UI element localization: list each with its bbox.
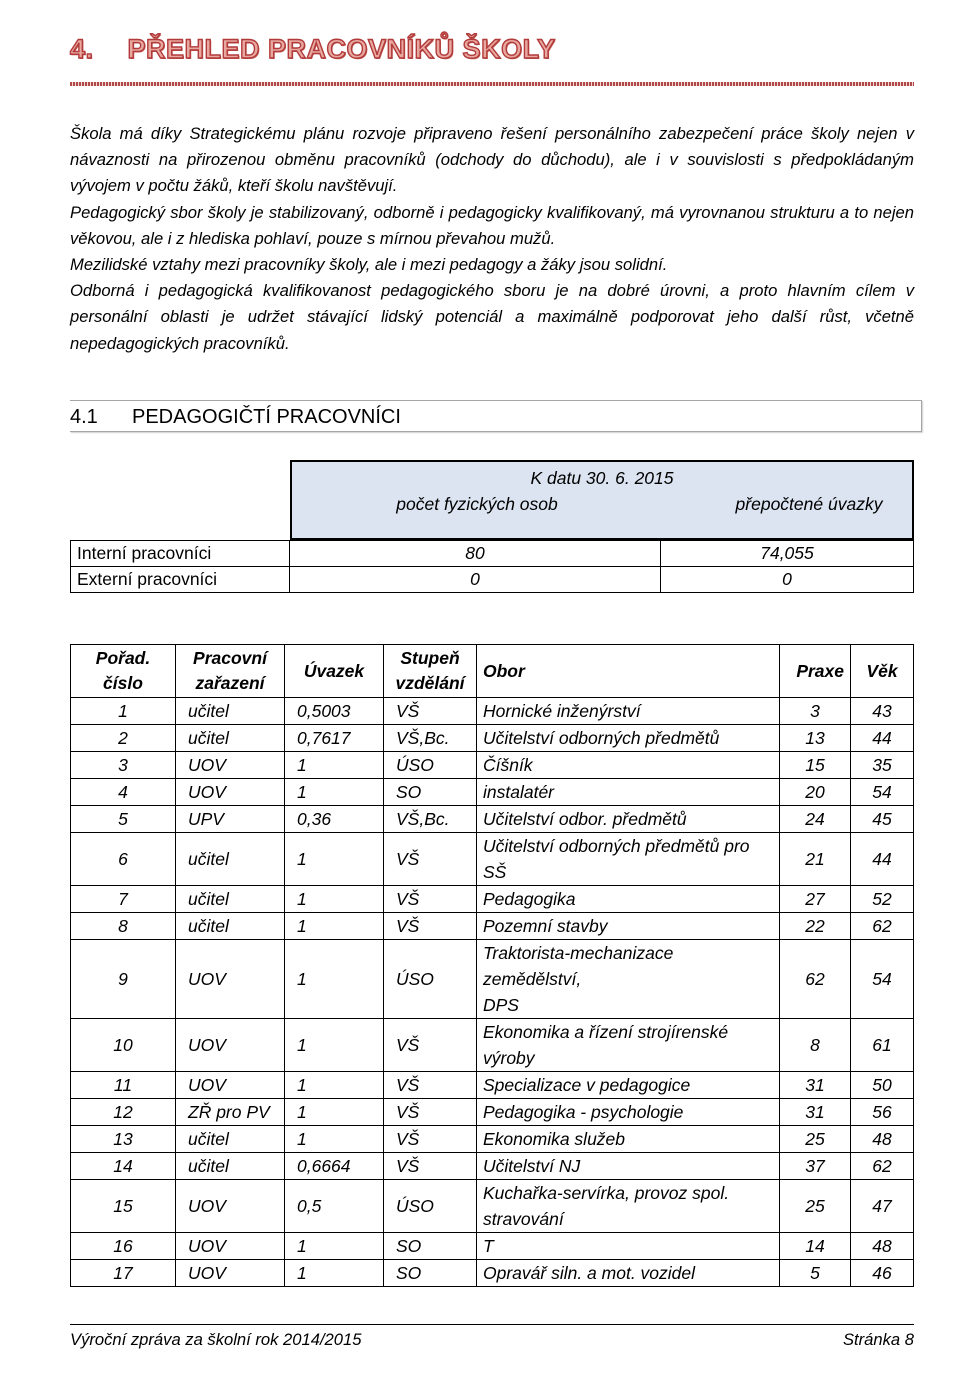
intro-text [70,121,914,357]
cell-field-line1: Hornické inženýrství [483,701,641,721]
cell-order: 4 [71,779,176,806]
cell-load: 1 [285,833,384,886]
col-order [71,645,176,698]
summary-row-label: Externí pracovníci [71,567,290,593]
footer-page-number: Stránka 8 [842,1330,914,1349]
cell-age: 54 [851,779,914,806]
cell-order: 10 [71,1019,176,1072]
table-row [71,1153,914,1180]
cell-load: 1 [285,1233,384,1260]
cell-position: UOV [176,1180,285,1233]
cell-order: 17 [71,1260,176,1287]
table-row [71,1180,914,1233]
cell-age: 46 [851,1260,914,1287]
cell-field-line1: Učitelství NJ [483,1156,581,1176]
cell-practice: 5 [780,1260,851,1287]
cell-order: 12 [71,1099,176,1126]
table-row [71,1233,914,1260]
cell-load: 1 [285,1099,384,1126]
cell-order: 2 [71,725,176,752]
col-position-line1: Pracovní [193,648,267,668]
cell-field-line1: Pozemní stavby [483,916,608,936]
cell-field [477,1072,780,1099]
table-row [71,886,914,913]
col-position [176,645,285,698]
cell-education: ÚSO [384,1180,477,1233]
table-row [71,1072,914,1099]
cell-order: 13 [71,1126,176,1153]
summary-row-persons: 0 [290,567,661,593]
cell-age: 48 [851,1233,914,1260]
cell-field [477,752,780,779]
cell-age: 62 [851,913,914,940]
cell-load: 1 [285,752,384,779]
cell-education: VŠ [384,913,477,940]
col-position-line2: zařazení [195,673,265,693]
cell-field [477,725,780,752]
table-row [71,541,914,567]
table-row [71,833,914,886]
cell-age: 47 [851,1180,914,1233]
cell-position: UOV [176,752,285,779]
table-row [71,1126,914,1153]
cell-field-line2: DPS [483,995,519,1015]
cell-practice: 13 [780,725,851,752]
cell-field [477,940,780,1019]
table-row [71,779,914,806]
cell-position: UOV [176,1260,285,1287]
cell-load: 0,7617 [285,725,384,752]
cell-practice: 14 [780,1233,851,1260]
cell-field [477,833,780,886]
cell-load: 1 [285,886,384,913]
cell-age: 44 [851,833,914,886]
cell-education: VŠ [384,833,477,886]
cell-education: SO [384,1233,477,1260]
cell-age: 44 [851,725,914,752]
cell-order: 15 [71,1180,176,1233]
cell-load: 1 [285,779,384,806]
summary-row-persons: 80 [290,541,661,567]
cell-practice: 27 [780,886,851,913]
cell-position: učitel [176,913,285,940]
table-row [71,913,914,940]
summary-col-persons: počet fyzických osob [396,494,558,514]
cell-field-line1: Pedagogika - psychologie [483,1102,684,1122]
cell-field-line1: Kuchařka-servírka, provoz spol. [483,1183,730,1203]
cell-practice: 25 [780,1126,851,1153]
cell-position: UOV [176,779,285,806]
cell-order: 3 [71,752,176,779]
cell-order: 5 [71,806,176,833]
cell-order: 6 [71,833,176,886]
cell-education: VŠ [384,1153,477,1180]
table-row [71,752,914,779]
cell-field-line1: Učitelství odborných předmětů pro [483,836,750,856]
intro-paragraph: Mezilidské vztahy mezi pracovníky školy, ale i mezi pedagogy a žáky jsou solidní. [70,255,668,275]
cell-field [477,1153,780,1180]
cell-field [477,913,780,940]
heading-number: 4. [70,34,94,64]
cell-position: učitel [176,886,285,913]
cell-position: UOV [176,1233,285,1260]
col-education [384,645,477,698]
summary-row-label: Interní pracovníci [71,541,290,567]
cell-field-line1: Traktorista-mechanizace zemědělství, [483,943,674,989]
staff-table [70,644,914,1287]
subsection-number: 4.1 [70,406,98,428]
cell-position: učitel [176,725,285,752]
cell-field [477,698,780,725]
cell-age: 62 [851,1153,914,1180]
cell-education: ÚSO [384,752,477,779]
cell-field [477,1019,780,1072]
cell-practice: 31 [780,1072,851,1099]
cell-practice: 21 [780,833,851,886]
cell-field-line1: Pedagogika [483,889,576,909]
col-age: Věk [851,645,914,698]
cell-field-line1: Ekonomika a řízení strojírenské [483,1022,729,1042]
intro-paragraph: Škola má díky Strategickému plánu rozvoje připraveno řešení personálního zabezpečení práce školy nejen v návaznosti na přirozenou obměnu pracovníků (odchody do důchodu), ale i v souvislosti s předpokládaným vývojem v počtu žáků, kteří školu navštěvují. [70,124,914,196]
cell-age: 56 [851,1099,914,1126]
cell-load: 0,5 [285,1180,384,1233]
cell-position: UPV [176,806,285,833]
cell-education: VŠ [384,698,477,725]
col-order-line1: Pořad. [95,648,151,668]
summary-row-fte: 74,055 [661,541,914,567]
cell-age: 35 [851,752,914,779]
cell-order: 7 [71,886,176,913]
cell-field-line1: Učitelství odborných předmětů [483,728,720,748]
cell-position: učitel [176,698,285,725]
cell-order: 14 [71,1153,176,1180]
cell-field [477,1099,780,1126]
table-row [71,1099,914,1126]
table-row [71,1019,914,1072]
cell-load: 1 [285,940,384,1019]
cell-age: 61 [851,1019,914,1072]
cell-education: VŠ,Bc. [384,806,477,833]
summary-header [290,460,914,540]
cell-field-line1: Specializace v pedagogice [483,1075,691,1095]
cell-field [477,1260,780,1287]
cell-education: ÚSO [384,940,477,1019]
cell-field [477,1126,780,1153]
cell-position: učitel [176,1126,285,1153]
col-field: Obor [477,645,780,698]
cell-position: učitel [176,1153,285,1180]
cell-order: 11 [71,1072,176,1099]
cell-field [477,1233,780,1260]
cell-practice: 25 [780,1180,851,1233]
summary-date: K datu 30. 6. 2015 [530,468,674,488]
cell-order: 16 [71,1233,176,1260]
cell-field [477,806,780,833]
table-row [71,698,914,725]
subsection-title: PEDAGOGIČTÍ PRACOVNÍCI [132,406,401,428]
cell-order: 9 [71,940,176,1019]
cell-field-line1: T [483,1236,494,1256]
cell-practice: 22 [780,913,851,940]
page-footer [70,1324,914,1350]
cell-practice: 62 [780,940,851,1019]
cell-load: 1 [285,913,384,940]
table-row [71,567,914,593]
cell-practice: 3 [780,698,851,725]
cell-education: VŠ [384,886,477,913]
cell-position: UOV [176,1072,285,1099]
cell-practice: 20 [780,779,851,806]
cell-age: 45 [851,806,914,833]
heading-rule [70,82,914,86]
intro-paragraph: Pedagogický sbor školy je stabilizovaný, odborně i pedagogicky kvalifikovaný, má vyrovnanou strukturu a to nejen věkovou, ale i z hlediska pohlaví, pouze s mírnou převahou mužů. [70,202,914,248]
cell-education: VŠ,Bc. [384,725,477,752]
cell-field [477,1180,780,1233]
cell-load: 1 [285,1072,384,1099]
col-education-line1: Stupeň [400,648,460,668]
cell-age: 50 [851,1072,914,1099]
intro-paragraph: Odborná i pedagogická kvalifikovanost pedagogického sboru je na dobré úrovni, a proto hlavním cílem v personální oblasti je udržet stávající lidský potenciál a maximálně podporovat jeho další růst, včetně nepedagogických pracovníků. [70,281,914,353]
cell-practice: 37 [780,1153,851,1180]
subsection-heading [70,400,922,432]
cell-field-line1: instalatér [483,782,555,802]
cell-position: UOV [176,940,285,1019]
cell-field-line1: Číšník [483,755,533,775]
cell-practice: 15 [780,752,851,779]
cell-field [477,779,780,806]
cell-field-line1: Učitelství odbor. předmětů [483,809,687,829]
cell-education: SO [384,1260,477,1287]
cell-position: UOV [176,1019,285,1072]
page-heading [70,34,556,65]
col-load: Úvazek [285,645,384,698]
cell-load: 1 [285,1260,384,1287]
summary-col-fte: přepočtené úvazky [735,494,883,514]
footer-report-title: Výroční zpráva za školní rok 2014/2015 [70,1330,362,1349]
table-row [71,806,914,833]
cell-load: 1 [285,1126,384,1153]
col-order-line2: číslo [103,673,143,693]
summary-row-fte: 0 [661,567,914,593]
cell-field-line1: Opravář siln. a mot. vozidel [483,1263,696,1283]
col-education-line2: vzdělání [395,673,465,693]
table-row [71,1260,914,1287]
cell-order: 1 [71,698,176,725]
cell-practice: 8 [780,1019,851,1072]
cell-field [477,886,780,913]
cell-load: 0,5003 [285,698,384,725]
cell-education: VŠ [384,1126,477,1153]
cell-age: 43 [851,698,914,725]
cell-age: 54 [851,940,914,1019]
col-practice: Praxe [780,645,851,698]
cell-practice: 31 [780,1099,851,1126]
cell-practice: 24 [780,806,851,833]
cell-load: 0,36 [285,806,384,833]
cell-education: VŠ [384,1072,477,1099]
staff-body [71,698,914,1287]
cell-age: 52 [851,886,914,913]
cell-position: ZŘ pro PV [176,1099,285,1126]
cell-field-line1: Ekonomika služeb [483,1129,626,1149]
cell-age: 48 [851,1126,914,1153]
cell-load: 0,6664 [285,1153,384,1180]
cell-field-line2: výroby [483,1048,535,1068]
cell-education: VŠ [384,1019,477,1072]
cell-field-line2: stravování [483,1209,564,1229]
cell-load: 1 [285,1019,384,1072]
cell-order: 8 [71,913,176,940]
table-row [71,940,914,1019]
cell-position: učitel [176,833,285,886]
cell-education: VŠ [384,1099,477,1126]
table-row [71,725,914,752]
cell-education: SO [384,779,477,806]
cell-field-line2: SŠ [483,862,507,882]
summary-table [70,460,914,589]
staff-header-row [71,645,914,698]
heading-title: PŘEHLED PRACOVNÍKŮ ŠKOLY [127,34,556,64]
summary-rows [70,540,914,593]
